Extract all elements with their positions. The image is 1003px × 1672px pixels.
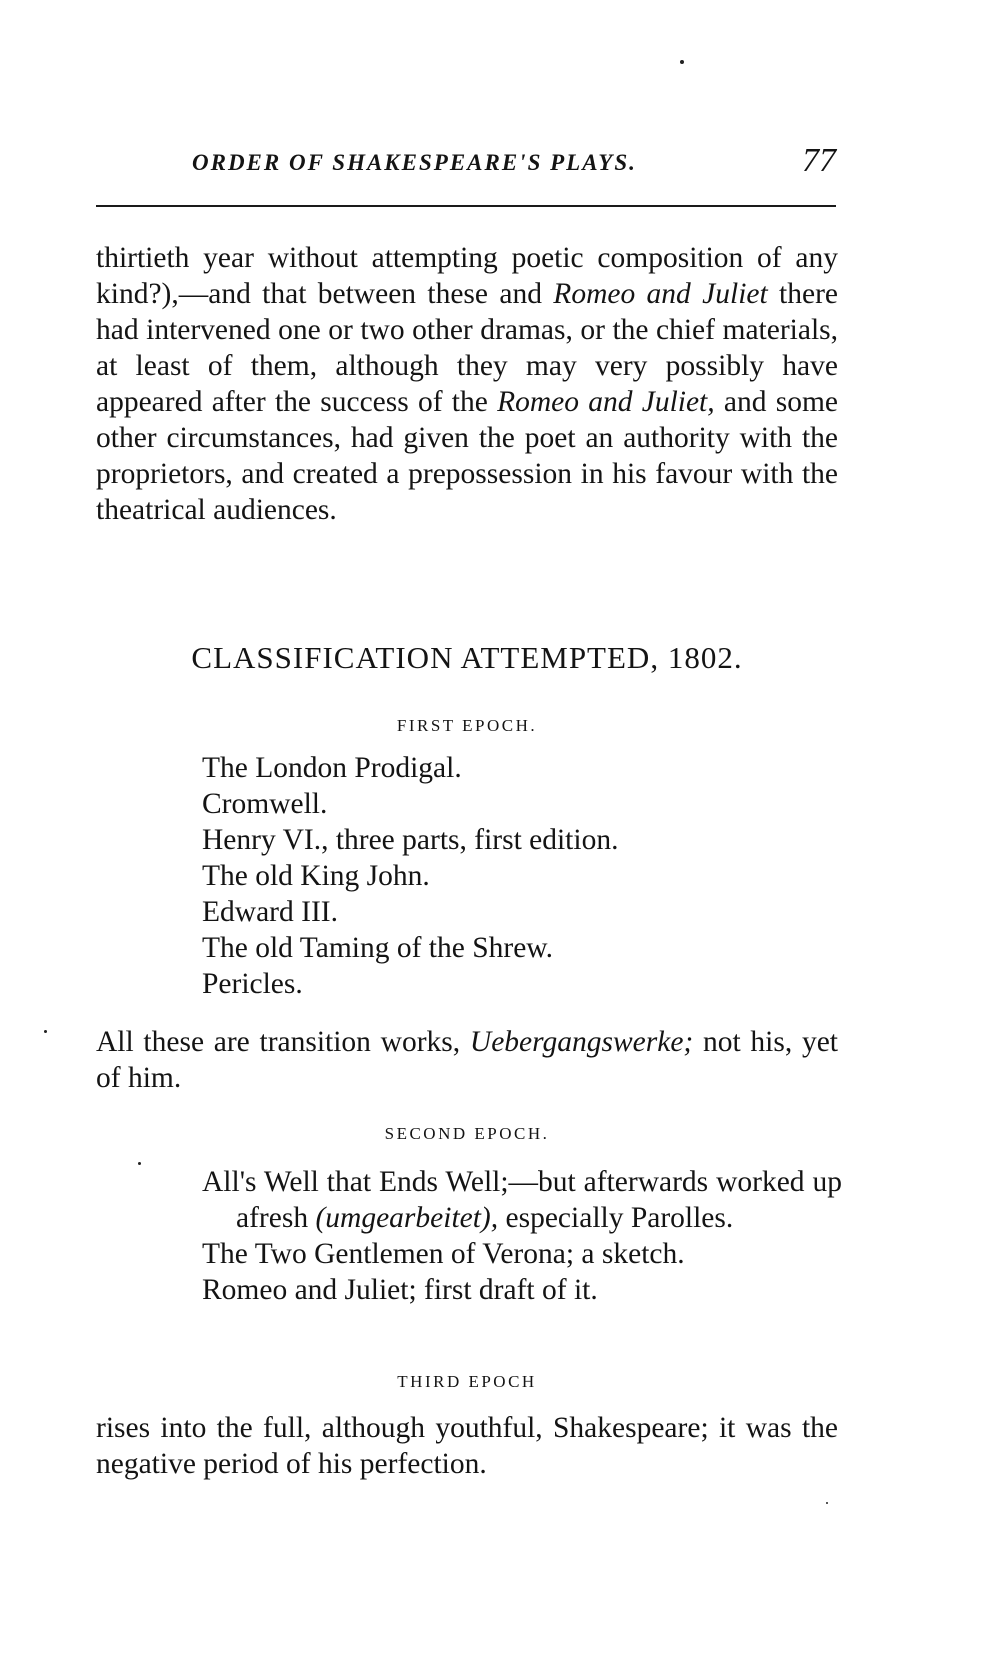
third-epoch-heading: THIRD EPOCH bbox=[397, 1372, 537, 1391]
body-paragraph-1 bbox=[96, 240, 838, 528]
list-item: Edward III. bbox=[202, 896, 338, 928]
running-head bbox=[96, 142, 836, 182]
italic-term: Uebergangswerke; bbox=[469, 1026, 694, 1058]
second-epoch-list bbox=[202, 1164, 842, 1308]
list-item: The old Taming of the Shrew. bbox=[202, 932, 554, 964]
paragraph-text: and some other circumstances, had given the poet an authority with the proprietors, and created a prepossession in his favour with the theatrical audiences. bbox=[96, 386, 838, 526]
list-item-text: especially Parolles. bbox=[498, 1202, 734, 1234]
list-item: Pericles. bbox=[202, 968, 303, 1000]
list-item: Cromwell. bbox=[202, 788, 328, 820]
first-epoch-heading: FIRST EPOCH. bbox=[396, 716, 538, 735]
list-item: The old King John. bbox=[202, 860, 430, 892]
body-paragraph-2 bbox=[96, 1024, 838, 1096]
italic-term: (umgearbeitet), bbox=[315, 1202, 499, 1234]
list-item: The Two Gentlemen of Verona; a sketch. bbox=[202, 1238, 685, 1270]
list-item-text: All's Well that Ends Well;—but afterwards worked up afresh bbox=[202, 1166, 842, 1234]
italic-title: Romeo and Juliet bbox=[553, 278, 768, 310]
paragraph-text: thirtieth year without attempting poetic composition of any kind?),—and that between these and bbox=[96, 242, 838, 310]
paragraph-text: All these are transition works, bbox=[96, 1026, 470, 1058]
ink-speck bbox=[826, 1502, 828, 1504]
first-epoch-list bbox=[202, 750, 842, 1002]
section-heading: CLASSIFICATION ATTEMPTED, 1802. bbox=[191, 640, 743, 675]
list-item: Henry VI., three parts, first edition. bbox=[202, 824, 619, 856]
header-rule bbox=[96, 205, 836, 207]
running-title: ORDER OF SHAKESPEARE'S PLAYS. bbox=[192, 150, 637, 175]
ink-speck bbox=[44, 1030, 47, 1033]
paragraph-text: there had intervened one or two other dramas, or the chief materials, at least of them, although they may very possibly have appeared after the success of the bbox=[96, 278, 838, 418]
ink-speck bbox=[138, 1162, 141, 1165]
italic-title: Romeo and Juliet, bbox=[497, 386, 715, 418]
body-paragraph-3: rises into the full, although youthful, Shakespeare; it was the negative period of his perfection. bbox=[96, 1412, 838, 1480]
page-number: 77 bbox=[802, 142, 836, 179]
list-item: The London Prodigal. bbox=[202, 752, 462, 784]
ink-speck bbox=[680, 60, 684, 64]
list-item bbox=[202, 1164, 842, 1236]
list-item: Romeo and Juliet; first draft of it. bbox=[202, 1274, 598, 1306]
second-epoch-heading: SECOND EPOCH. bbox=[384, 1124, 550, 1143]
paragraph-text: not his, yet of him. bbox=[96, 1026, 838, 1094]
